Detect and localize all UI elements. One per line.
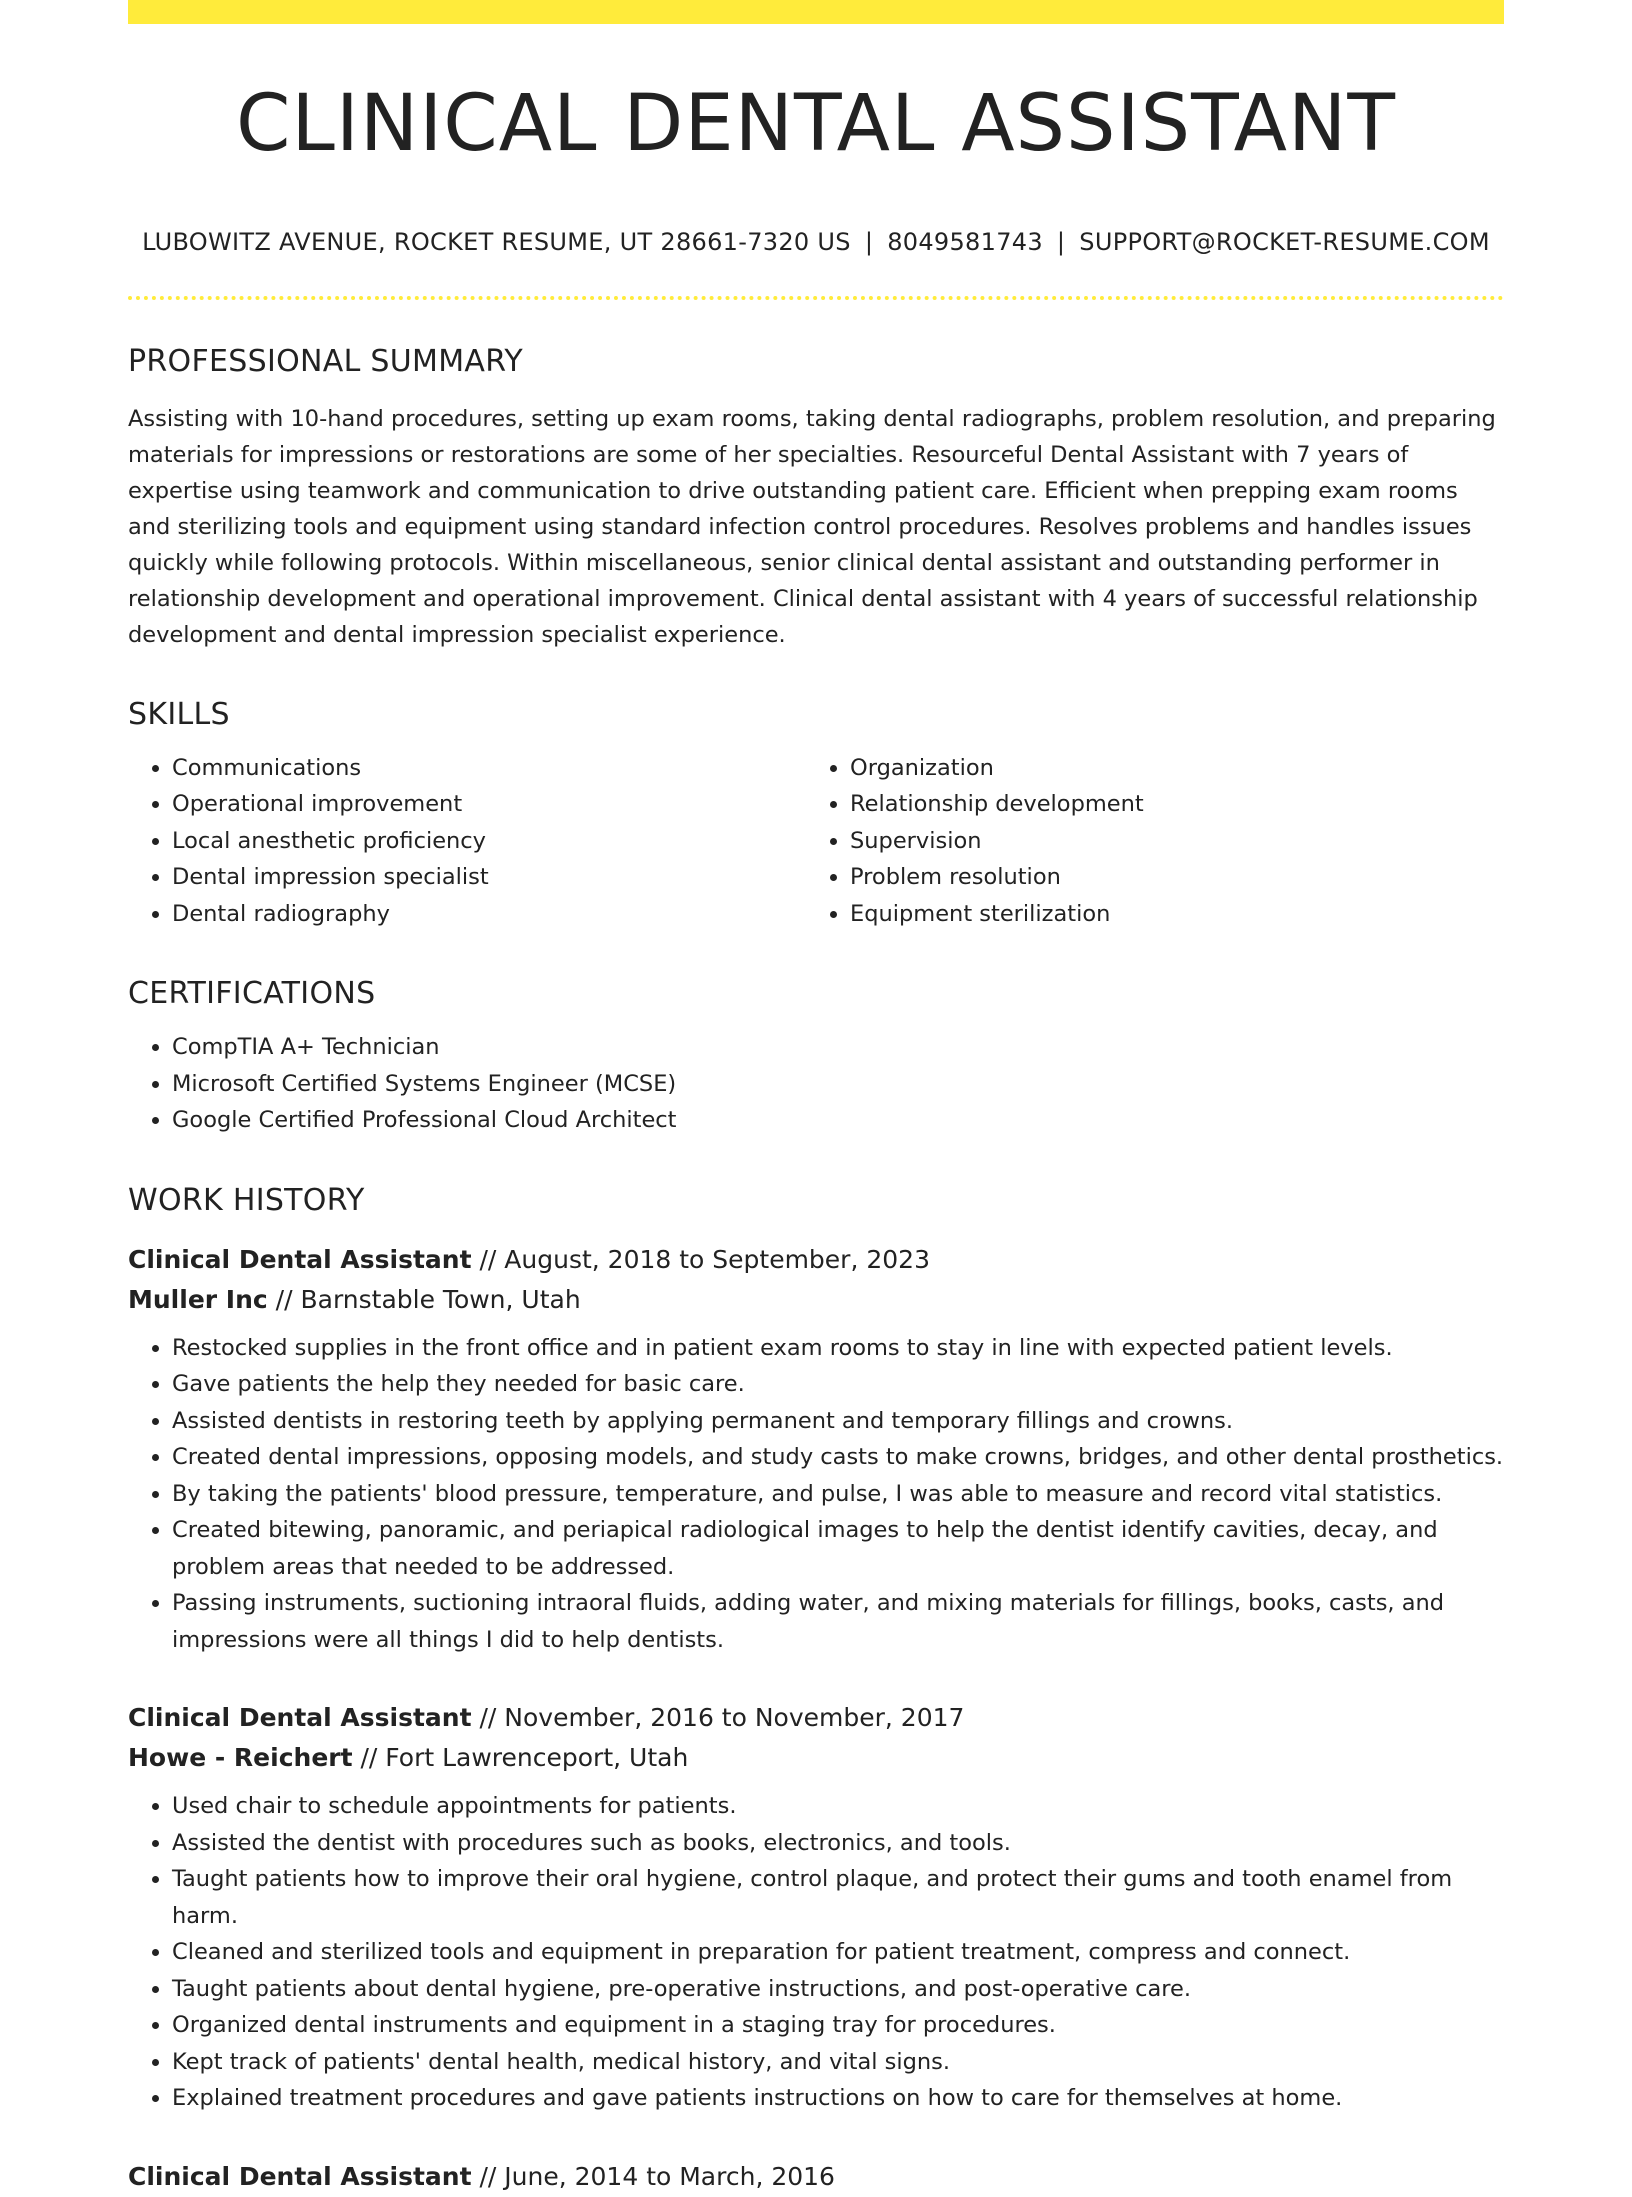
top-accent-bar bbox=[128, 0, 1504, 24]
job-dates: // June, 2014 to March, 2016 bbox=[471, 2161, 835, 2191]
job-duties-list bbox=[128, 1788, 1504, 2117]
certification-item: • CompTIA A+ Technician bbox=[172, 1029, 1504, 1066]
job-duties-list bbox=[128, 1330, 1504, 1659]
job-location: // Fort Lawrenceport, Utah bbox=[352, 1743, 689, 1773]
contact-line bbox=[128, 228, 1504, 256]
duty-item: • Cleaned and sterilized tools and equipment in preparation for patient treatment, compress and connect. bbox=[172, 1934, 1504, 1971]
email-link[interactable]: SUPPORT@ROCKET-RESUME.COM bbox=[1079, 227, 1490, 256]
skill-item: • Supervision bbox=[850, 823, 1484, 860]
work-history-title: WORK HISTORY bbox=[128, 1182, 365, 1218]
contact-separator: | bbox=[1056, 227, 1066, 256]
duty-item: • Passing instruments, suctioning intraoral fluids, adding water, and mixing materials for fillings, books, casts, and impressions were all things I did to help dentists. bbox=[172, 1585, 1504, 1658]
skill-item: • Dental radiography bbox=[172, 896, 806, 933]
skills-right-list bbox=[806, 750, 1484, 933]
duty-item: • Created bitewing, panoramic, and periapical radiological images to help the dentist identify cavities, decay, and problem areas that needed to be addressed. bbox=[172, 1512, 1504, 1585]
job-role: Clinical Dental Assistant bbox=[128, 2161, 472, 2191]
job-entry bbox=[128, 1698, 1504, 2117]
skill-item: • Dental impression specialist bbox=[172, 859, 806, 896]
contact-separator: | bbox=[864, 227, 874, 256]
skills-left-column bbox=[128, 750, 806, 933]
duty-item: • Assisted dentists in restoring teeth by applying permanent and temporary fillings and crowns. bbox=[172, 1403, 1504, 1440]
skills-grid bbox=[128, 750, 1504, 933]
skills-right-column bbox=[806, 750, 1484, 933]
duty-item: • Gave patients the help they needed for basic care. bbox=[172, 1366, 1504, 1403]
duty-item: • Used chair to schedule appointments for patients. bbox=[172, 1788, 1504, 1825]
skill-item: • Equipment sterilization bbox=[850, 896, 1484, 933]
job-dates: // November, 2016 to November, 2017 bbox=[471, 1703, 965, 1733]
job-role: Clinical Dental Assistant bbox=[128, 1244, 472, 1274]
job-location: // Barnstable Town, Utah bbox=[267, 1284, 581, 1314]
summary-title: PROFESSIONAL SUMMARY bbox=[128, 343, 524, 379]
job-role-line bbox=[128, 1240, 1504, 1280]
skills-left-list bbox=[128, 750, 806, 933]
duty-item: • Explained treatment procedures and gave patients instructions on how to care for themselves at home. bbox=[172, 2080, 1504, 2117]
skill-item: • Problem resolution bbox=[850, 859, 1484, 896]
duty-item: • Created dental impressions, opposing models, and study casts to make crowns, bridges, and other dental prosthetics. bbox=[172, 1439, 1504, 1476]
phone-text: 8049581743 bbox=[887, 227, 1043, 256]
job-role-line bbox=[128, 1698, 1504, 1738]
duty-item: • Kept track of patients' dental health, medical history, and vital signs. bbox=[172, 2044, 1504, 2081]
duty-item: • Assisted the dentist with procedures such as books, electronics, and tools. bbox=[172, 1825, 1504, 1862]
job-entry bbox=[128, 2157, 1504, 2197]
certification-item: • Google Certified Professional Cloud Architect bbox=[172, 1102, 1504, 1139]
skill-item: • Operational improvement bbox=[172, 786, 806, 823]
duty-item: • Taught patients how to improve their oral hygiene, control plaque, and protect their gums and tooth enamel from harm. bbox=[172, 1861, 1504, 1934]
job-role: Clinical Dental Assistant bbox=[128, 1703, 472, 1733]
certifications-list bbox=[128, 1029, 1504, 1139]
job-role-line bbox=[128, 2157, 1504, 2197]
job-dates: // August, 2018 to September, 2023 bbox=[471, 1244, 930, 1274]
skill-item: • Relationship development bbox=[850, 786, 1484, 823]
skills-title: SKILLS bbox=[128, 696, 230, 732]
duty-item: • Taught patients about dental hygiene, pre-operative instructions, and post-operative care. bbox=[172, 1971, 1504, 2008]
job-entry bbox=[128, 1240, 1504, 1659]
resume-name: CLINICAL DENTAL ASSISTANT bbox=[235, 79, 1397, 169]
duty-item: • Organized dental instruments and equipment in a staging tray for procedures. bbox=[172, 2007, 1504, 2044]
job-company-line bbox=[128, 1738, 1504, 1778]
skill-item: • Organization bbox=[850, 750, 1484, 787]
job-company: Muller Inc bbox=[128, 1284, 268, 1314]
summary-text: Assisting with 10-hand procedures, setting up exam rooms, taking dental radiographs, problem resolution, and preparing materials for impressions or restorations are some of her specialties. Resourceful Dental Assistant with 7 years of expertise using teamwork and communication to drive outstanding patient care. Efficient when prepping exam rooms and sterilizing tools and equipment using standard infection control procedures. Resolves problems and handles issues quickly while following protocols. Within miscellaneous, senior clinical dental assistant and outstanding performer in relationship development and operational improvement. Clinical dental assistant with 4 years of successful relationship development and dental impression specialist experience. bbox=[128, 405, 1496, 648]
job-company-line bbox=[128, 1280, 1504, 1320]
duty-item: • By taking the patients' blood pressure, temperature, and pulse, I was able to measure and record vital statistics. bbox=[172, 1476, 1504, 1513]
skill-item: • Local anesthetic proficiency bbox=[172, 823, 806, 860]
dotted-divider bbox=[128, 296, 1504, 300]
resume-page bbox=[128, 0, 1504, 2197]
job-company: Howe - Reichert bbox=[128, 1743, 353, 1773]
duty-item: • Restocked supplies in the front office and in patient exam rooms to stay in line with expected patient levels. bbox=[172, 1330, 1504, 1367]
skill-item: • Communications bbox=[172, 750, 806, 787]
address-text: LUBOWITZ AVENUE, ROCKET RESUME, UT 28661-7320 US bbox=[142, 227, 851, 256]
certification-item: • Microsoft Certified Systems Engineer (MCSE) bbox=[172, 1066, 1504, 1103]
certifications-title: CERTIFICATIONS bbox=[128, 976, 376, 1012]
